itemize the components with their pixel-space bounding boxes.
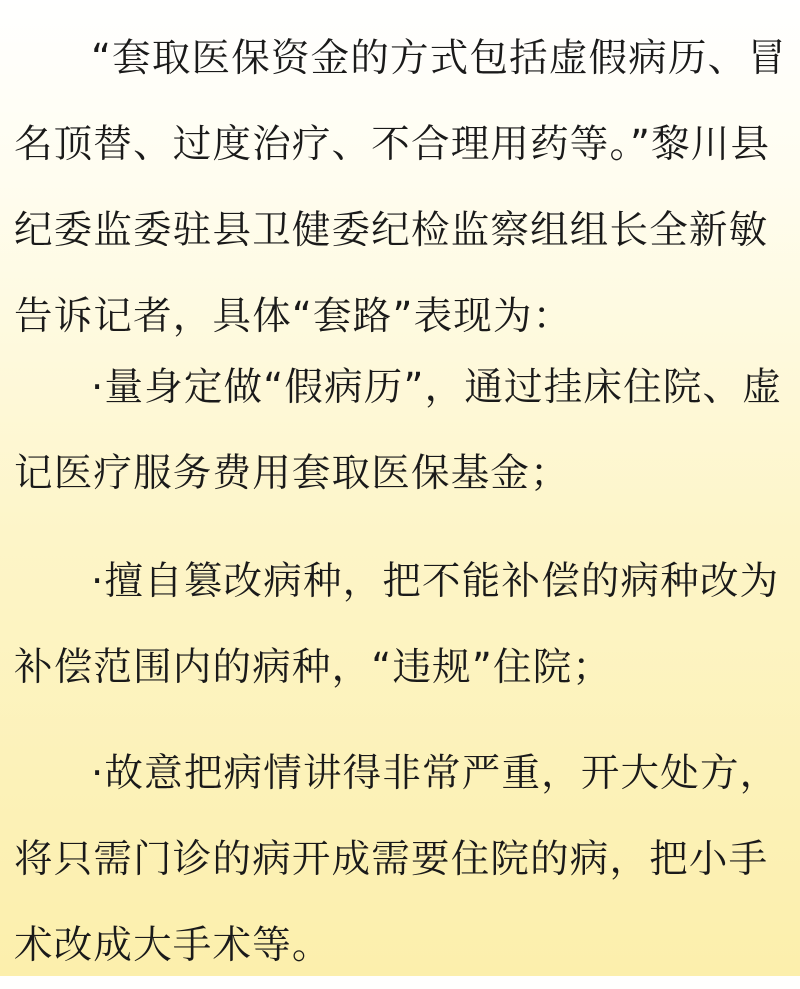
intro-paragraph: “套取医保资金的方式包括虚假病历、冒名顶替、过度治疗、不合理用药等。”黎川县纪委监委驻县卫健委纪检监察组组长全新敏告诉记者，具体“套路”表现为： [14, 36, 788, 339]
bullet-fake-records: ·量身定做“假病历”，通过挂床住院、虚记医疗服务费用套取医保基金； [14, 365, 782, 496]
bullet-alter-disease: ·擅自篡改病种，把不能补偿的病种改为补偿范围内的病种，“违规”住院； [14, 559, 780, 690]
bullet-exaggerate-illness: ·故意把病情讲得非常严重，开大处方，将只需门诊的病开成需要住院的病，把小手术改成大手术等。 [14, 751, 780, 968]
